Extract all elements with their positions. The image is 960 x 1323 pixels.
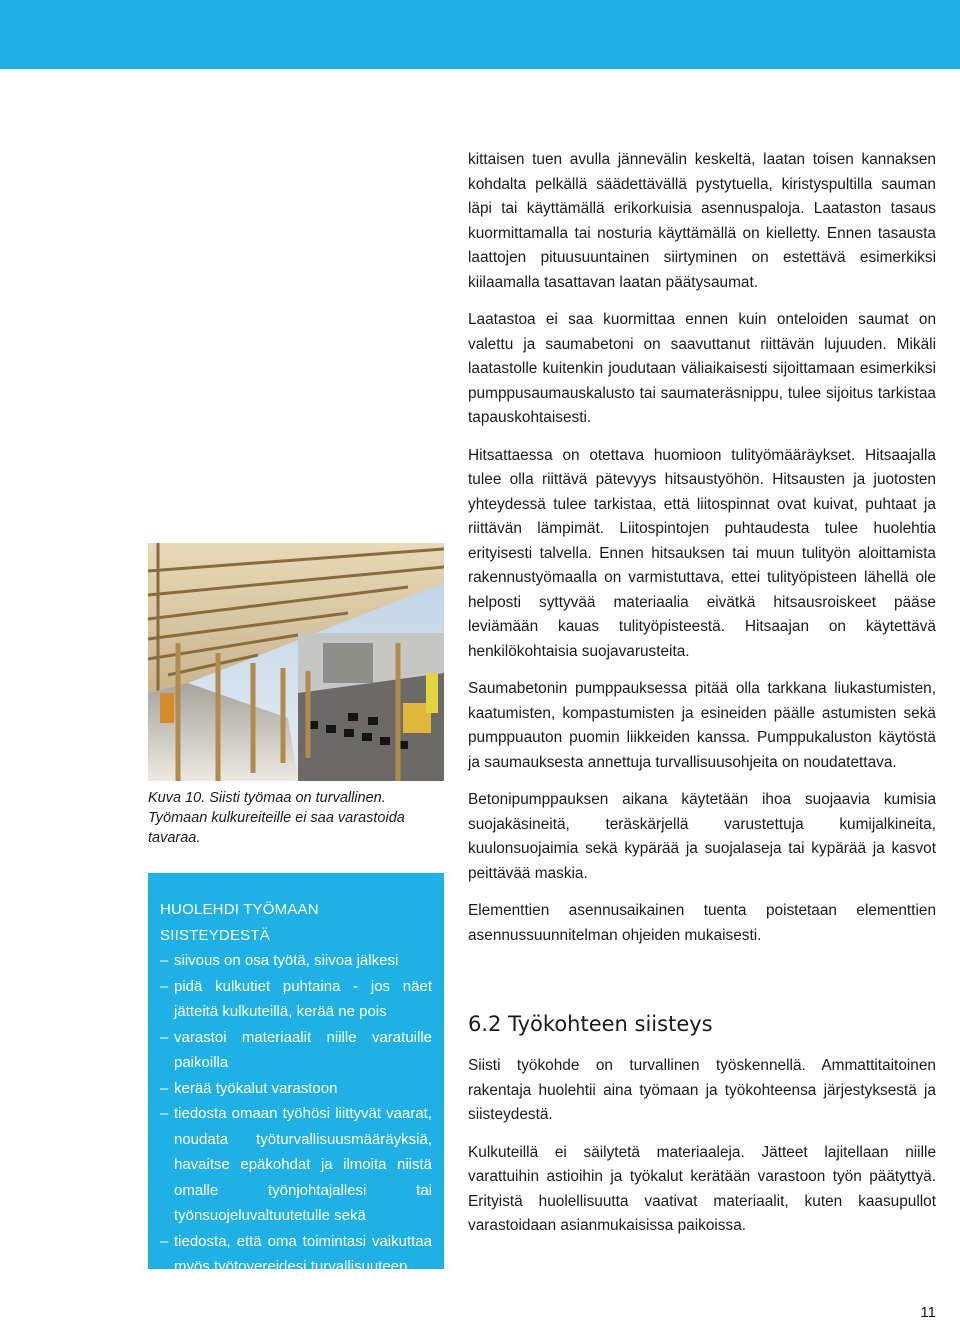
dash-bullet: – bbox=[160, 1028, 169, 1046]
checklist-item-text: pidä kulkutiet puhtaina - jos näet jätteitä kulkuteillä, kerää ne pois bbox=[174, 977, 432, 1020]
checklist-item-text: tiedosta, että oma toimintasi vaikuttaa myös työtovereidesi turvallisuuteen. bbox=[174, 1232, 432, 1275]
checklist-item bbox=[160, 948, 432, 974]
dash-bullet: – bbox=[160, 1232, 169, 1250]
paragraph: Siisti työkohde on turvallinen työskennellä. Ammattitaitoinen rakentaja huolehtii aina työmaan ja työkohteensa järjestyksestä ja siisteydestä. bbox=[468, 1057, 936, 1123]
checklist-item-text: siivous on osa työtä, siivoa jälkesi bbox=[174, 952, 399, 969]
figure-caption: Kuva 10. Siisti työmaa on turvallinen. Työmaan kulkureiteille ei saa varastoida tavaraa. bbox=[148, 790, 405, 846]
checklist-item bbox=[160, 1025, 432, 1076]
dash-bullet: – bbox=[160, 1105, 169, 1122]
paragraph: Kulkuteillä ei säilytetä materiaaleja. Jätteet lajitellaan niille varattuihin astioihin ja työkalut kerätään varastoon työn päätyttyä. Erityistä huolellisuutta vaativat materiaalit, kuten kaasupullot varastoidaan asianmukaisissa paikoissa. bbox=[468, 1143, 936, 1234]
dash-bullet: – bbox=[160, 977, 169, 995]
checklist-title: HUOLEHDI TYÖMAAN SIISTEYDESTÄ bbox=[160, 901, 319, 944]
paragraph: Elementtien asennusaikainen tuenta poistetaan elementtien asennussuunnitelman ohjeiden mukaisesti. bbox=[468, 902, 936, 944]
dash-bullet: – bbox=[160, 1079, 169, 1097]
section-heading: 6.2 Työkohteen siisteys bbox=[468, 1012, 713, 1036]
checklist-item-text: tiedosta omaan työhösi liittyvät vaarat, noudata työturvallisuusmääräyksiä, havaitse epäkohdat ja ilmoita niistä omalle työnjohtajallesi tai työnsuojeluvaltuutetulle sekä bbox=[174, 1105, 432, 1224]
checklist bbox=[160, 948, 432, 1280]
construction-site-photo bbox=[148, 543, 444, 781]
checklist-item bbox=[160, 1101, 432, 1229]
paragraph: Betonipumppauksen aikana käytetään ihoa suojaavia kumisia suojakäsineitä, teräskärjellä varustettuja kumijalkineita, kuulonsuojaimia sekä kypärää ja suojalaseja tai kypärää ja kasvot peittävää maskia. bbox=[468, 791, 936, 882]
checklist-item bbox=[160, 1076, 432, 1102]
header-color-band bbox=[0, 0, 960, 69]
main-text-column bbox=[468, 148, 936, 1252]
checklist-item-text: varastoi materiaalit niille varatuille paikoilla bbox=[174, 1028, 432, 1071]
dash-bullet: – bbox=[160, 952, 169, 969]
checklist-item bbox=[160, 1229, 432, 1280]
checklist-item bbox=[160, 974, 432, 1025]
checklist-box bbox=[148, 873, 444, 1275]
paragraph: Saumabetonin pumppauksessa pitää olla tarkkana liukastumisten, kaatumisten, kompastumisten ja esineiden päälle astumisten sekä pumppuauton puomin liikkeiden kanssa. Pumppukaluston käytöstä ja saumauksesta annettuja turvallisuusohjeita on noudatettava. bbox=[468, 680, 936, 771]
paragraph: kittaisen tuen avulla jännevälin keskeltä, laatan toisen kannaksen kohdalta pelkällä säädettävällä pystytuella, kiristyspultilla sauman läpi tai käyttämällä erikorkuisia asennuspaloja. Laataston tasaus kuormittamalla tai nosturia käyttämällä on kielletty. Ennen tasausta laattojen pituusuuntainen siirtyminen on estettävä esimerkiksi kiilaamalla tasattavan laatan päätysaumat. bbox=[468, 151, 936, 291]
paragraph: Hitsattaessa on otettava huomioon tulityömääräykset. Hitsaajalla tulee olla riittävä pätevyys hitsaustyöhön. Hitsausten ja juotosten yhteydessä tulee tarkistaa, että liitospinnat ovat kuivat, puhtaat ja riittävän lämpimät. Liitospintojen puhtaudesta tulee huolehtia erityisesti talvella. Ennen hitsauksen tai muun tulityön aloittamista rakennustyömaalla on varmistuttava, ettei tulityöpisteen lähellä ole helposti syttyvää materiaalia eivätkä hitsausroiskeet pääse leviämään kauas tulityöpisteestä. Hitsaajan on käytettävä henkilökohtaisia suojavarusteita. bbox=[468, 446, 936, 660]
page-number: 11 bbox=[920, 1304, 936, 1321]
checklist-item-text: kerää työkalut varastoon bbox=[174, 1079, 338, 1097]
paragraph: Laatastoa ei saa kuormittaa ennen kuin onteloiden saumat on valettu ja saumabetoni on saavuttanut riittävän lujuuden. Mikäli laatastolle kuitenkin joudutaan väliaikaisesti sijoittamaan esimerkiksi pumppusaumauskalusto tai saumateräsnippu, tulee sijoitus tarkistaa tapauskohtaisesti. bbox=[468, 311, 936, 426]
